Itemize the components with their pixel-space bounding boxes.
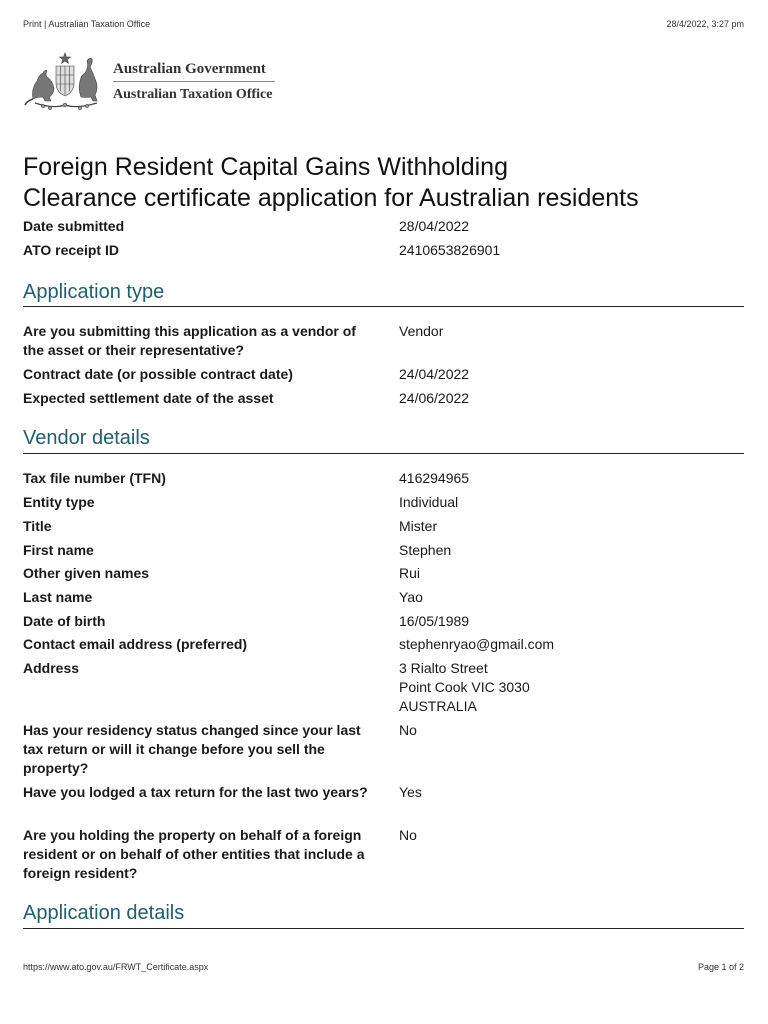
section-divider <box>23 453 744 454</box>
section-heading-application-details: Application details <box>23 902 185 924</box>
contract-date-value: 24/04/2022 <box>399 366 470 382</box>
footer-url: https://www.ato.gov.au/FRWT_Certificate.aspx <box>23 962 209 972</box>
page-title-line1: Foreign Resident Capital Gains Withholding <box>23 153 508 181</box>
entity-type-value: Individual <box>399 494 459 510</box>
print-datetime: 28/4/2022, 3:27 pm <box>666 19 744 29</box>
address-value <box>399 659 745 716</box>
title-value: Mister <box>399 518 438 534</box>
date-submitted-label: Date submitted <box>23 218 125 234</box>
other-names-label: Other given names <box>23 565 150 581</box>
print-footer <box>23 962 744 972</box>
foreign-resident-behalf-label: Are you holding the property on behalf of a foreign resident or on behalf of other entities that include a foreign resident? <box>23 827 365 881</box>
logo-ato-text: Australian Taxation Office <box>113 86 273 102</box>
print-title: Print | Australian Taxation Office <box>23 19 151 29</box>
section-heading-application-type: Application type <box>23 281 165 303</box>
address-line2: Point Cook VIC 3030 <box>399 679 530 695</box>
email-value: stephenryao@gmail.com <box>399 636 555 652</box>
section-divider <box>23 306 744 307</box>
foreign-resident-behalf-value: No <box>399 827 417 843</box>
entity-type-label: Entity type <box>23 494 95 510</box>
tfn-value: 416294965 <box>399 470 470 486</box>
last-name-label: Last name <box>23 589 93 605</box>
date-of-birth-value: 16/05/1989 <box>399 613 470 629</box>
address-label: Address <box>23 660 80 676</box>
other-names-value: Rui <box>399 565 421 581</box>
title-label: Title <box>23 518 52 534</box>
logo-divider <box>113 81 275 82</box>
page-title-line2: Clearance certificate application for Australian residents <box>23 184 639 212</box>
ato-logo <box>23 50 283 112</box>
receipt-id-value: 2410653826901 <box>399 242 501 258</box>
section-heading-vendor-details: Vendor details <box>23 427 150 449</box>
residency-change-value: No <box>399 722 417 738</box>
page-title <box>23 152 753 214</box>
last-name-value: Yao <box>399 589 423 605</box>
logo-government-text: Australian Government <box>113 60 266 77</box>
footer-page-number: Page 1 of 2 <box>697 962 744 972</box>
tax-return-lodged-label: Have you lodged a tax return for the last two years? <box>23 784 368 800</box>
first-name-label: First name <box>23 542 94 558</box>
commonwealth-coat-of-arms-icon <box>23 51 107 111</box>
tfn-label: Tax file number (TFN) <box>23 470 166 486</box>
first-name-value: Stephen <box>399 542 452 558</box>
settlement-date-value: 24/06/2022 <box>399 390 470 406</box>
email-label: Contact email address (preferred) <box>23 636 248 652</box>
contract-date-label: Contract date (or possible contract date) <box>23 366 293 382</box>
settlement-date-label: Expected settlement date of the asset <box>23 390 274 406</box>
section-divider <box>23 928 744 929</box>
residency-change-label: Has your residency status changed since your last tax return or will it change before you sell the property? <box>23 722 361 776</box>
address-line1: 3 Rialto Street <box>399 660 488 676</box>
address-line3: AUSTRALIA <box>399 698 477 714</box>
date-submitted-value: 28/04/2022 <box>399 218 470 234</box>
tax-return-lodged-value: Yes <box>399 784 422 800</box>
date-of-birth-label: Date of birth <box>23 613 106 629</box>
receipt-id-label: ATO receipt ID <box>23 242 119 258</box>
vendor-or-representative-value: Vendor <box>399 323 444 339</box>
vendor-or-representative-label: Are you submitting this application as a vendor of the asset or their representative? <box>23 323 356 358</box>
logo-wordmark <box>113 60 275 103</box>
print-header <box>23 19 744 29</box>
